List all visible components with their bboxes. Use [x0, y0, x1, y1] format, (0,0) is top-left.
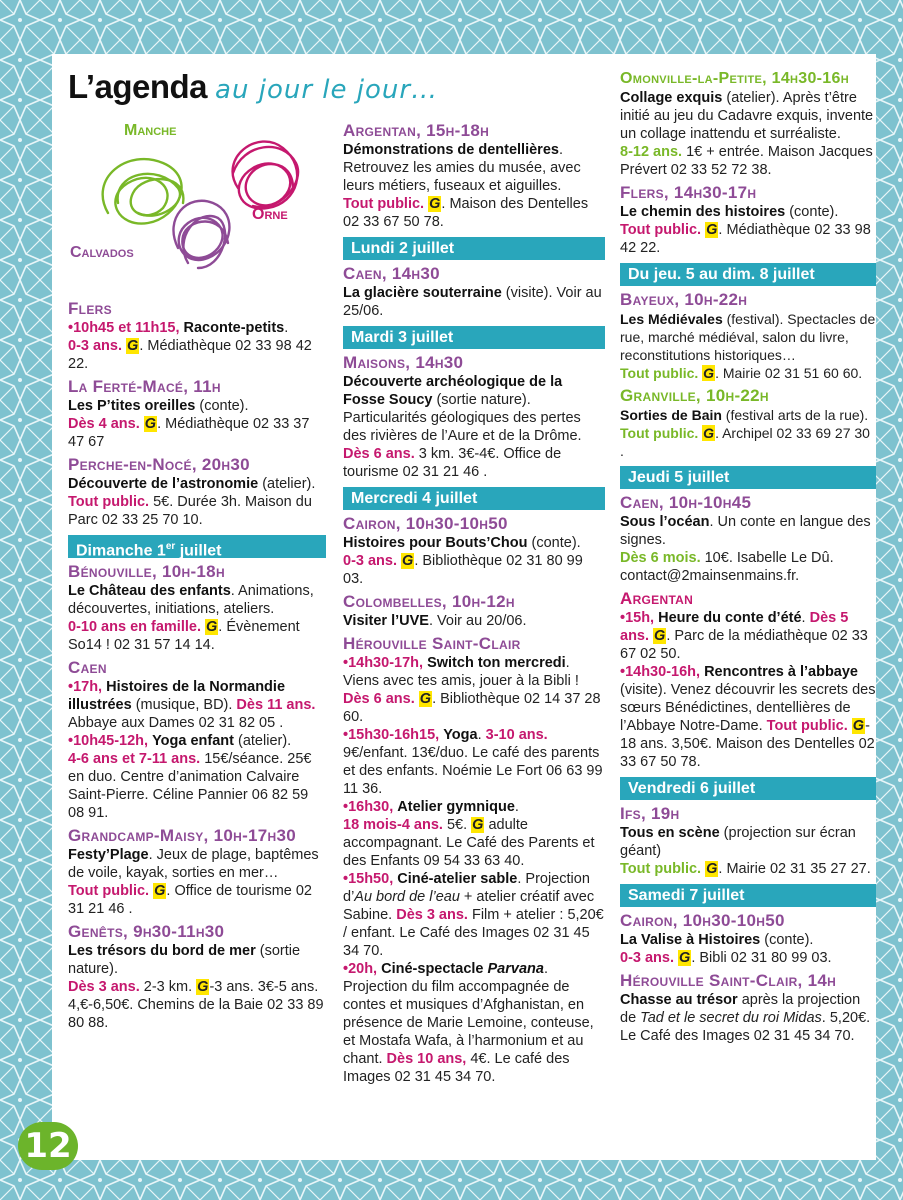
free-badge: G: [144, 416, 157, 432]
event-caen-ocean: Caen, 10h-10h45 Sous l’océan. Un conte en langue des signes. Dès 6 mois. 10€. Isabelle Le Dû. contact@2mainsenmains.fr.: [620, 493, 876, 585]
column-2: [343, 118, 605, 1090]
free-badge: G: [154, 883, 166, 899]
place-heading: Granville, 10h-22h: [620, 386, 769, 405]
day-header-friday-6: Vendredi 6 juillet: [620, 777, 876, 800]
event-cairon-valise: Cairon, 10h30-10h50 La Valise à Histoires (conte). 0-3 ans. G. Bibli 02 31 80 99 03.: [620, 911, 876, 967]
place-heading: Argentan: [620, 589, 694, 608]
event-caen-glaciere: Caen, 14h30 La glacière souterraine (visite). Voir au 25/06.: [343, 264, 605, 320]
page-number-badge: 12: [18, 1122, 78, 1170]
day-header-thursday-5: Jeudi 5 juillet: [620, 466, 876, 489]
event-age: Dès 4 ans.: [68, 416, 140, 432]
event-grandcamp-maisy: Grandcamp-Maisy, 10h-17h30 Festy’Plage. Jeux de plage, baptêmes de voile, kayak, sorties en mer… Tout public. G. Office de tourisme 02 31 21 46 .: [68, 826, 326, 918]
regions-map: [68, 118, 326, 278]
free-badge: G: [472, 817, 484, 833]
day-header-tuesday-3: Mardi 3 juillet: [343, 326, 605, 349]
place-heading: Cairon, 10h30-10h50: [343, 514, 508, 533]
place-heading: Bénouville, 10h-18h: [68, 562, 225, 581]
free-badge: G: [127, 338, 139, 354]
free-badge: G: [706, 861, 718, 877]
place-heading: Cairon, 10h30-10h50: [620, 911, 785, 930]
event-maisons: Maisons, 14h30 Découverte archéologique de la Fosse Soucy (sortie nature). Particularités géologiques des pertes des rivières de l’Aure et de la Drôme. Dès 6 ans. 3 km. 3€-4€. Office de tourisme 02 31 21 46 .: [343, 353, 605, 481]
column-1: [68, 296, 326, 1036]
page-content: [52, 54, 876, 1160]
region-label-manche: Manche: [124, 122, 177, 139]
place-heading: Flers: [68, 299, 112, 318]
event-ifs: Ifs, 19h Tous en scène (projection sur écran géant) Tout public. G. Mairie 02 31 35 27 27.: [620, 804, 876, 878]
free-badge: G: [402, 553, 414, 569]
event-age: 0-3 ans.: [68, 338, 122, 354]
place-heading: Hérouville Saint-Clair: [343, 634, 521, 653]
page-heading: [68, 68, 588, 116]
free-badge: G: [852, 718, 865, 734]
place-heading: Colombelles, 10h-12h: [343, 592, 515, 611]
event-cairon: Cairon, 10h30-10h50 Histoires pour Bouts’Chou (conte). 0-3 ans. G. Bibliothèque 02 31 80 99 03.: [343, 514, 605, 588]
place-heading: Perche-en-Nocé, 20h30: [68, 455, 250, 474]
free-badge: G: [703, 365, 715, 381]
page-title: L’agenda: [68, 68, 208, 105]
event-ferte-mace: La Ferté-Macé, 11h Les P’tites oreilles (conte). Dès 4 ans. G. Médiathèque 02 33 37 47 67: [68, 377, 326, 451]
free-badge: G: [703, 425, 715, 441]
event-title: Les P’tites oreilles: [68, 398, 196, 414]
place-heading: Ifs, 19h: [620, 804, 680, 823]
event-flers: Flers •10h45 et 11h15, Raconte-petits. 0-3 ans. G. Médiathèque 02 33 98 42 22.: [68, 299, 326, 373]
place-heading: Omonville-la-Petite, 14h30-16h: [620, 70, 849, 87]
place-heading: Genêts, 9h30-11h30: [68, 922, 225, 941]
event-flers-chemin: Flers, 14h30-17h Le chemin des histoires (conte). Tout public. G. Médiathèque 02 33 98 42 22.: [620, 183, 876, 257]
region-label-calvados: Calvados: [70, 244, 134, 261]
place-heading: Caen, 10h-10h45: [620, 493, 752, 512]
place-heading: Flers, 14h30-17h: [620, 183, 757, 202]
event-granville: Granville, 10h-22h Sorties de Bain (festival arts de la rue). Tout public. G. Archipel 02 33 69 27 30 .: [620, 386, 876, 460]
place-heading: Caen, 14h30: [343, 264, 440, 283]
place-heading: Caen: [68, 658, 107, 677]
place-heading: Grandcamp-Maisy, 10h-17h30: [68, 826, 297, 845]
event-benouville: Bénouville, 10h-18h Le Château des enfants. Animations, découvertes, initiations, ateliers. 0-10 ans en famille. G. Évènement So14 ! 02 31 57 14 14.: [68, 562, 326, 654]
day-header-sunday-1: Dimanche 1er juillet: [68, 535, 326, 558]
event-omonville: Omonville-la-Petite, 14h30-16h Collage exquis (atelier). Après t’être initié au jeu du Cadavre exquis, invente un collage inattendu et surréaliste. 8-12 ans. 1€ + entrée. Maison Jacques Prévert 02 33 52 72 38.: [620, 69, 876, 179]
place-heading: La Ferté-Macé, 11h: [68, 377, 221, 396]
day-header-saturday-7: Samedi 7 juillet: [620, 884, 876, 907]
event-info: . Médiathèque 02 33 37 47 67: [68, 416, 310, 450]
event-herouville-chasse: Hérouville Saint-Clair, 14h Chasse au trésor après la projection de Tad et le secret du roi Midas. 5,20€. Le Café des Images 02 31 45 34 70.: [620, 971, 876, 1045]
event-info: . Évènement So14 ! 02 31 57 14 14.: [68, 619, 300, 653]
free-badge: G: [197, 979, 209, 995]
day-header-wednesday-4: Mercredi 4 juillet: [343, 487, 605, 510]
event-colombelles: Colombelles, 10h-12h Visiter l’UVE. Voir au 20/06.: [343, 592, 605, 630]
free-badge: G: [419, 691, 432, 707]
day-header-thu5-sun8: Du jeu. 5 au dim. 8 juillet: [620, 263, 876, 286]
event-age: Tout public.: [68, 494, 150, 510]
event-info: . Médiathèque 02 33 98 42 22.: [68, 338, 312, 372]
event-argentan: Argentan, 15h-18h Démonstrations de dentellières. Retrouvez les amies du musée, avec leurs métiers, fuseaux et aiguilles. Tout public. G. Maison des Dentelles 02 33 67 50 78.: [343, 121, 605, 231]
event-caen: Caen •17h, Histoires de la Normandie illustrées (musique, BD). Dès 11 ans. Abbaye aux Dames 02 31 82 05 . •10h45-12h, Yoga enfant (atelier). 4-6 ans et 7-11 ans. 15€/séance. 25€ en duo. Centre d’animation Calvaire Saint-Pierre. Céline Pannier 06 82 59 08 91.: [68, 658, 326, 822]
event-argentan-2: Argentan •15h, Heure du conte d’été. Dès 5 ans. G. Parc de la médiathèque 02 33 67 02 50. •14h30-16h, Rencontres à l’abbaye (visite). Venez découvrir les secrets des sœurs Bénédictines, dentellières de l’Abbaye Notre-Dame. Tout public. G-18 ans. 3,50€. Maison des Dentelles 02 33 67 50 78.: [620, 589, 876, 770]
event-age: 0-10 ans en famille.: [68, 619, 201, 635]
event-title: Découverte de l’astronomie: [68, 476, 259, 492]
free-badge: G: [429, 196, 441, 212]
place-heading: Argentan, 15h-18h: [343, 121, 490, 140]
event-title: Le Château des enfants: [68, 583, 231, 599]
event-genets: Genêts, 9h30-11h30 Les trésors du bord de mer (sortie nature). Dès 3 ans. 2-3 km. G-3 ans. 3€-5 ans. 4,€-6,50€. Chemins de la Baie 02 33 89 80 88.: [68, 922, 326, 1032]
day-header-monday-2: Lundi 2 juillet: [343, 237, 605, 260]
free-badge: G: [706, 222, 718, 238]
place-heading: Bayeux, 10h-22h: [620, 290, 748, 309]
event-title: Raconte-petits: [183, 320, 285, 336]
event-bayeux: Bayeux, 10h-22h Les Médiévales (festival). Spectacles de rue, marché médiéval, salon du livre, reconstitutions historiques… Tout public. G. Mairie 02 31 51 60 60.: [620, 290, 876, 381]
event-time: •10h45 et 11h15,: [68, 320, 180, 336]
event-perche-en-noce: Perche-en-Nocé, 20h30 Découverte de l’astronomie (atelier). Tout public. 5€. Durée 3h. Maison du Parc 02 33 25 70 10.: [68, 455, 326, 529]
place-heading: Maisons, 14h30: [343, 353, 464, 372]
event-herouville: Hérouville Saint-Clair •14h30-17h, Switch ton mercredi. Viens avec tes amis, jouer à la Bibli ! Dès 6 ans. G. Bibliothèque 02 14 37 28 60. •15h30-16h15, Yoga. 3-10 ans. 9€/enfant. 13€/duo. Le café des parents et des enfants. Noémie Le Fort 06 63 99 11 36. •16h30, Atelier gymnique. 18 mois-4 ans. 5€. G adulte accompagnant. Le Café des Parents et des Enfants 09 54 33 63 40. •15h50, Ciné-atelier sable. Projection d’Au bord de l’eau + atelier créatif avec Sabine. Dès 3 ans. Film + atelier : 5,20€ / enfant. Le Café des Images 02 31 45 34 70. •20h, Ciné-spectacle Parvana. Projection du film accompagnée de contes et musiques d’Afghanistan, en présence de Marie Lemoine, conteuse, et Mostafa Wafa, à l’harmonium et au chant. Dès 10 ans, 4€. Le café des Images 02 31 45 34 70.: [343, 634, 604, 1085]
place-heading: Hérouville Saint-Clair, 14h: [620, 971, 837, 990]
region-label-orne: Orne: [252, 206, 288, 223]
event-info: 5€. Durée 3h. Maison du Parc 02 33 25 70 10.: [68, 494, 312, 528]
page-subtitle: au jour le jour…: [215, 75, 439, 105]
free-badge: G: [206, 619, 218, 635]
free-badge: G: [654, 628, 666, 644]
free-badge: G: [679, 950, 691, 966]
column-3: [620, 66, 876, 1049]
